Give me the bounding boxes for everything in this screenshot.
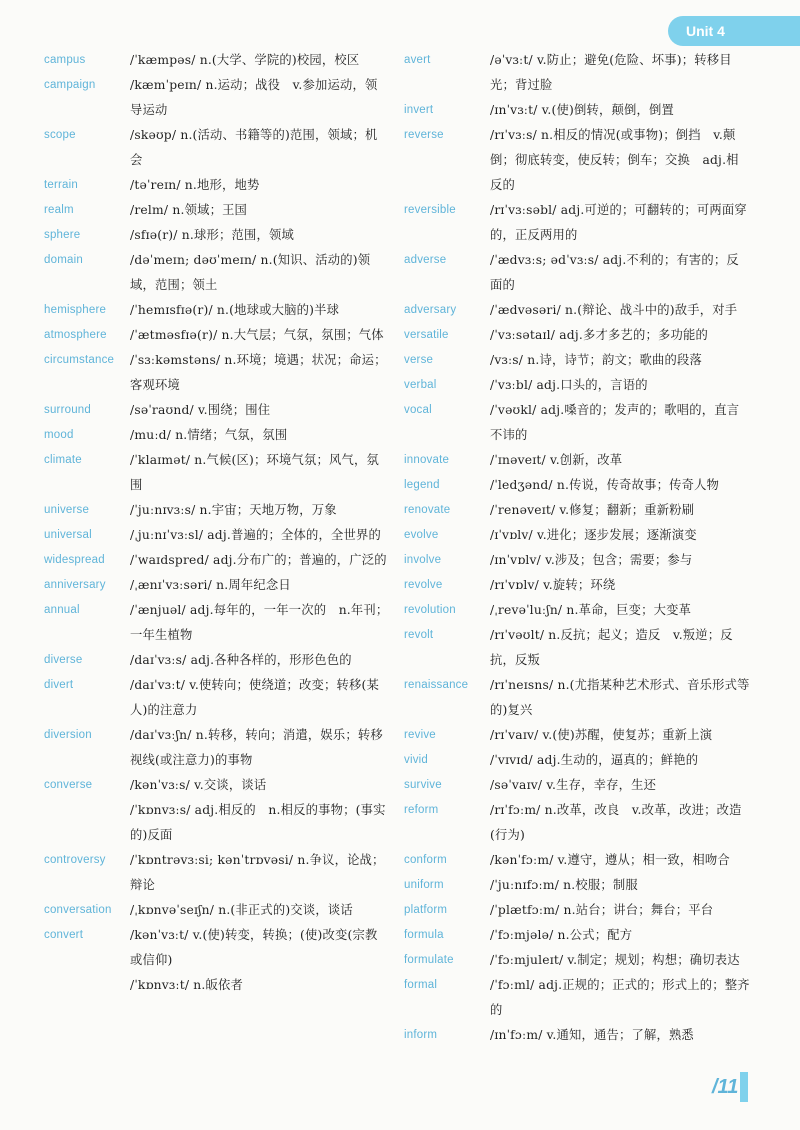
- vocab-definition: /dəˈmeɪn; dəʊˈmeɪn/ n.(知识、活动的)领域，范围；领土: [130, 253, 371, 292]
- vocab-definition: /rɪˈvɜːsəbl/ adj.可逆的；可翻转的；可两面穿的，正反两用的: [490, 203, 747, 242]
- vocab-entry: [404, 973, 750, 1023]
- vocab-entry: [404, 798, 750, 848]
- vocab-entry: [404, 498, 750, 523]
- vocab-entry: [44, 598, 389, 648]
- vocab-entry: [44, 173, 389, 198]
- vocab-entry: [44, 723, 389, 773]
- vocab-definition: /kənˈvɜːs/ v.交谈，谈话: [130, 778, 267, 792]
- vocab-entry: [44, 323, 389, 348]
- vocab-entry: [404, 523, 750, 548]
- vocab-word: revive: [404, 729, 436, 741]
- vocab-word: renaissance: [404, 679, 469, 691]
- vocab-entry: [404, 248, 750, 298]
- vocab-word: terrain: [44, 179, 78, 191]
- vocab-word: reversible: [404, 204, 456, 216]
- vocab-word: revolution: [404, 604, 456, 616]
- vocab-entry: [44, 48, 389, 73]
- vocab-word: conform: [404, 854, 447, 866]
- vocab-definition: /ɪˈvɒlv/ v.进化；逐步发展；逐渐演变: [490, 528, 697, 542]
- vocab-entry: [44, 348, 389, 398]
- vocab-definition: /ˈædvəsəri/ n.(辩论、战斗中的)敌手，对手: [490, 303, 738, 317]
- vocab-word: revolve: [404, 579, 443, 591]
- vocab-entry: [404, 198, 750, 248]
- vocab-definition: /rɪˈvɜːs/ n.相反的情况(或事物)；倒挡 v.颠倒；彻底转变，使反转；倒车；交换 adj.相反的: [490, 128, 739, 192]
- vocab-entry: [404, 948, 750, 973]
- vocab-word: [44, 798, 130, 848]
- vocab-definition: /rɪˈfɔːm/ n.改革，改良 v.改革，改进；改造(行为): [490, 803, 742, 842]
- vocab-word: vivid: [404, 754, 429, 766]
- vocab-definition: /ˈætməsfɪə(r)/ n.大气层；气氛，氛围；气体: [130, 328, 384, 342]
- vocab-word: divert: [44, 679, 74, 691]
- vocab-definition: /ˈsɜːkəmstəns/ n.环境；境遇；状况；命运；客观环境: [130, 353, 387, 392]
- vocab-definition: /kənˈfɔːm/ v.遵守，遵从；相一致，相吻合: [490, 853, 730, 867]
- vocab-word: evolve: [404, 529, 439, 541]
- vocab-word: uniform: [404, 879, 444, 891]
- vocab-entry: [404, 623, 750, 673]
- vocab-entry: [44, 548, 389, 573]
- vocab-word: renovate: [404, 504, 451, 516]
- vocab-word: widespread: [44, 554, 105, 566]
- vocab-definition: /ˈjuːnɪvɜːs/ n.宇宙；天地万物，万象: [130, 503, 337, 517]
- vocab-definition: /təˈreɪn/ n.地形，地势: [130, 178, 260, 192]
- left-column: [44, 48, 389, 998]
- vocab-entry: [404, 598, 750, 623]
- vocab-word: involve: [404, 554, 442, 566]
- vocab-word: sphere: [44, 229, 81, 241]
- vocab-definition: /ˈvɜːbl/ adj.口头的，言语的: [490, 378, 648, 392]
- vocab-entry: [404, 848, 750, 873]
- vocab-entry: [404, 398, 750, 448]
- vocab-definition: /relm/ n.领域；王国: [130, 203, 248, 217]
- vocab-definition: /ˈkɒnvɜːt/ n.皈依者: [130, 978, 244, 992]
- vocab-definition: /səˈraʊnd/ v.围绕；围住: [130, 403, 271, 417]
- vocab-definition: /sfɪə(r)/ n.球形；范围，领域: [130, 228, 294, 242]
- vocab-definition: /ˈɪnəveɪt/ v.创新，改革: [490, 453, 623, 467]
- vocab-word: controversy: [44, 854, 106, 866]
- vocab-definition: /ˈkɒntrəvɜːsi; kənˈtrɒvəsi/ n.争议，论战；辩论: [130, 853, 385, 892]
- vocab-word: universe: [44, 504, 90, 516]
- vocab-word: vocal: [404, 404, 432, 416]
- vocab-word: converse: [44, 779, 93, 791]
- vocab-word: inform: [404, 1029, 438, 1041]
- vocab-entry: [44, 923, 389, 973]
- vocab-word: adversary: [404, 304, 457, 316]
- vocab-word: formal: [404, 979, 438, 991]
- vocab-entry: [44, 73, 389, 123]
- vocab-definition: /ˌænɪˈvɜːsəri/ n.周年纪念日: [130, 578, 291, 592]
- vocab-entry: [44, 498, 389, 523]
- vocab-definition: /əˈvɜːt/ v.防止；避免(危险、坏事)；转移目光；背过脸: [490, 53, 732, 92]
- vocab-entry: [404, 298, 750, 323]
- vocab-entry: [404, 873, 750, 898]
- vocab-word: climate: [44, 454, 82, 466]
- vocab-entry: [404, 473, 750, 498]
- vocab-entry: [44, 248, 389, 298]
- vocab-word: surround: [44, 404, 91, 416]
- vocab-definition: /ˈædvɜːs; ədˈvɜːs/ adj.不利的；有害的；反面的: [490, 253, 739, 292]
- vocab-definition: /ˈfɔːmjələ/ n.公式；配方: [490, 928, 633, 942]
- vocab-definition: /rɪˈneɪsns/ n.(尤指某种艺术形式、音乐形式等的)复兴: [490, 678, 750, 717]
- vocab-definition: /rɪˈvɒlv/ v.旋转；环绕: [490, 578, 616, 592]
- vocab-entry: [404, 1023, 750, 1048]
- vocab-definition: /ˈwaɪdspred/ adj.分布广的；普遍的，广泛的: [130, 553, 387, 567]
- vocab-entry: [404, 673, 750, 723]
- vocab-entry: [44, 798, 389, 848]
- vocab-definition: /ˌkɒnvəˈseɪʃn/ n.(非正式的)交谈，谈话: [130, 903, 353, 917]
- vocab-word: innovate: [404, 454, 450, 466]
- vocab-definition: /ɪnˈfɔːm/ v.通知，通告；了解，熟悉: [490, 1028, 694, 1042]
- vocab-definition: /ˈjuːnɪfɔːm/ n.校服；制服: [490, 878, 638, 892]
- vocab-word: diversion: [44, 729, 92, 741]
- unit-tab: [668, 16, 800, 46]
- vocab-word: diverse: [44, 654, 83, 666]
- vocab-entry: [404, 723, 750, 748]
- vocab-entry: [404, 573, 750, 598]
- vocab-definition: /ˈklaɪmət/ n.气候(区)；环境气氛；风气，氛围: [130, 453, 379, 492]
- vocab-definition: /ˈkɒnvɜːs/ adj.相反的 n.相反的事物；(事实的)反面: [130, 803, 386, 842]
- vocab-word: anniversary: [44, 579, 106, 591]
- vocab-definition: /ˈvɜːsətaɪl/ adj.多才多艺的；多功能的: [490, 328, 708, 342]
- vocab-definition: /ɪnˈvɜːt/ v.(使)倒转，颠倒，倒置: [490, 103, 674, 117]
- vocab-definition: /ˈledʒənd/ n.传说，传奇故事；传奇人物: [490, 478, 720, 492]
- vocab-entry: [44, 523, 389, 548]
- vocab-word: [44, 973, 130, 998]
- vocab-definition: /daɪˈvɜːʃn/ n.转移，转向；消遣，娱乐；转移视线(或注意力)的事物: [130, 728, 383, 767]
- vocab-entry: [44, 198, 389, 223]
- vocab-definition: /daɪˈvɜːs/ adj.各种各样的，形形色色的: [130, 653, 352, 667]
- vocab-definition: /ˈrenəveɪt/ v.修复；翻新；重新粉刷: [490, 503, 695, 517]
- vocab-entry: [404, 373, 750, 398]
- vocab-entry: [404, 323, 750, 348]
- vocab-definition: /ˈfɔːml/ adj.正规的；正式的；形式上的；整齐的: [490, 978, 750, 1017]
- vocab-word: survive: [404, 779, 442, 791]
- vocab-entry: [404, 548, 750, 573]
- vocab-word: platform: [404, 904, 448, 916]
- vocab-entry: [404, 748, 750, 773]
- vocab-entry: [404, 773, 750, 798]
- page-number-bar: [740, 1072, 748, 1102]
- page-number: /11: [712, 1076, 739, 1098]
- vocab-word: reverse: [404, 129, 444, 141]
- vocab-word: annual: [44, 604, 80, 616]
- vocab-definition: /rɪˈvəʊlt/ n.反抗；起义；造反 v.叛逆；反抗，反叛: [490, 628, 733, 667]
- vocab-entry: [44, 973, 389, 998]
- vocab-definition: /ˌrevəˈluːʃn/ n.革命，巨变；大变革: [490, 603, 692, 617]
- vocab-definition: /ˈvɪvɪd/ adj.生动的，逼真的；鲜艳的: [490, 753, 699, 767]
- vocab-entry: [404, 123, 750, 198]
- vocab-definition: /muːd/ n.情绪；气氛，氛围: [130, 428, 288, 442]
- vocab-definition: /ɪnˈvɒlv/ v.涉及；包含；需要；参与: [490, 553, 693, 567]
- vocab-word: verse: [404, 354, 434, 366]
- vocab-word: avert: [404, 54, 431, 66]
- vocab-word: conversation: [44, 904, 112, 916]
- vocab-word: convert: [44, 929, 84, 941]
- vocab-definition: /skəʊp/ n.(活动、书籍等的)范围，领域；机会: [130, 128, 378, 167]
- vocab-entry: [44, 673, 389, 723]
- vocab-definition: /səˈvaɪv/ v.生存，幸存，生还: [490, 778, 657, 792]
- vocab-entry: [44, 423, 389, 448]
- vocab-entry: [404, 448, 750, 473]
- vocab-definition: /ˌjuːnɪˈvɜːsl/ adj.普遍的；全体的，全世界的: [130, 528, 381, 542]
- vocab-word: revolt: [404, 629, 434, 641]
- vocab-definition: /ˈvəʊkl/ adj.嗓音的；发声的；歌唱的，直言不讳的: [490, 403, 740, 442]
- vocab-entry: [44, 773, 389, 798]
- vocab-word: universal: [44, 529, 92, 541]
- vocab-word: atmosphere: [44, 329, 107, 341]
- vocab-definition: /rɪˈvaɪv/ v.(使)苏醒，使复苏；重新上演: [490, 728, 713, 742]
- vocab-word: campaign: [44, 79, 96, 91]
- vocab-definition: /vɜːs/ n.诗，诗节；韵文；歌曲的段落: [490, 353, 702, 367]
- vocab-word: verbal: [404, 379, 437, 391]
- vocab-word: reform: [404, 804, 439, 816]
- vocab-definition: /ˈplætfɔːm/ n.站台；讲台；舞台；平台: [490, 903, 714, 917]
- vocab-word: circumstance: [44, 354, 115, 366]
- vocab-entry: [44, 898, 389, 923]
- vocab-definition: /ˈkæmpəs/ n.(大学、学院的)校园，校区: [130, 53, 360, 67]
- vocab-entry: [404, 898, 750, 923]
- vocab-word: legend: [404, 479, 440, 491]
- vocab-word: versatile: [404, 329, 449, 341]
- vocab-word: invert: [404, 104, 434, 116]
- vocab-word: adverse: [404, 254, 447, 266]
- vocab-definition: /kæmˈpeɪn/ n.运动；战役 v.参加运动，领导运动: [130, 78, 378, 117]
- vocab-entry: [404, 98, 750, 123]
- vocab-definition: /ˈhemɪsfɪə(r)/ n.(地球或大脑的)半球: [130, 303, 340, 317]
- vocab-entry: [44, 648, 389, 673]
- vocab-entry: [44, 448, 389, 498]
- vocab-entry: [44, 223, 389, 248]
- vocab-word: mood: [44, 429, 74, 441]
- vocab-word: hemisphere: [44, 304, 107, 316]
- vocab-definition: /ˈænjuəl/ adj.每年的，一年一次的 n.年刊；一年生植物: [130, 603, 389, 642]
- vocab-entry: [44, 573, 389, 598]
- vocab-word: formulate: [404, 954, 454, 966]
- vocab-entry: [44, 123, 389, 173]
- vocab-definition: /kənˈvɜːt/ v.(使)转变，转换；(使)改变(宗教或信仰): [130, 928, 378, 967]
- vocab-word: scope: [44, 129, 76, 141]
- vocab-entry: [44, 398, 389, 423]
- vocab-entry: [404, 48, 750, 98]
- vocab-entry: [404, 348, 750, 373]
- vocab-entry: [44, 298, 389, 323]
- vocab-entry: [404, 923, 750, 948]
- vocab-word: domain: [44, 254, 83, 266]
- vocab-word: campus: [44, 54, 86, 66]
- right-column: [404, 48, 750, 1048]
- vocab-entry: [44, 848, 389, 898]
- vocab-word: realm: [44, 204, 74, 216]
- vocab-definition: /daɪˈvɜːt/ v.使转向；使绕道；改变；转移(某人)的注意力: [130, 678, 379, 717]
- unit-label: Unit 4: [686, 23, 725, 39]
- vocab-definition: /ˈfɔːmjuleɪt/ v.制定；规划；构想；确切表达: [490, 953, 740, 967]
- vocab-word: formula: [404, 929, 444, 941]
